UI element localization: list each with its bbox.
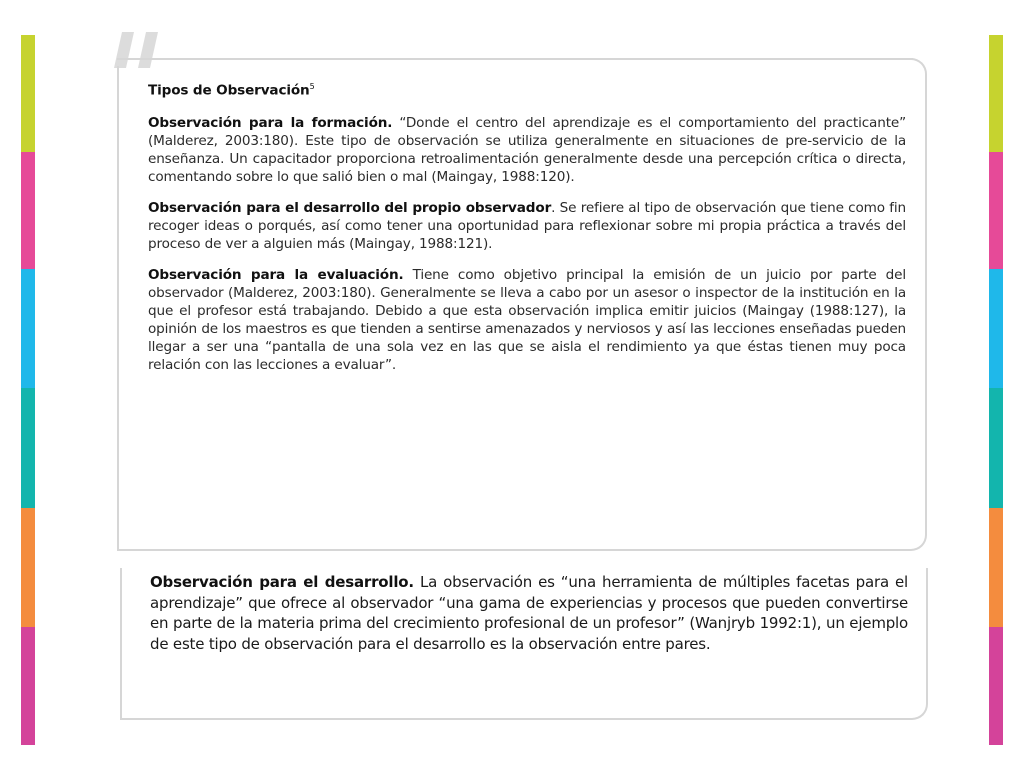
quote-box-content [148,78,906,387]
stripe-blue [21,269,35,388]
stripe-pink [21,152,35,269]
paragraph-title: Observación para la formación. [148,114,393,131]
paragraph-evaluacion [148,266,906,374]
paragraph-title: Observación para el desarrollo del propio observador [148,199,552,216]
paragraph-title: Observación para el desarrollo. [150,573,414,591]
stripe-teal [989,388,1003,508]
paragraph-body: La observación es “una herramienta de múltiples facetas para el aprendizaje” que ofrece al observador “una gama de experiencias y procesos que pueden convertirse en parte de la materia prima del crecimiento profesional de un profesor” (Wanjryb 1992:1), un ejemplo de este tipo de observación para el desarrollo es la observación entre pares. [150,573,909,653]
stripe-magenta [21,627,35,745]
heading-text: Tipos de Observación [148,82,310,99]
paragraph-body: Tiene como objetivo principal la emisión de un juicio por parte del observador (Malderez, 2003:180). Generalmente se lleva a cabo por un asesor o inspector de la institución en la que el profesor está trabajando. Debido a que esta observación implica emitir juicios (Maingay (1988:127), la opinión de los maestros es que tienden a sentirse amenazados y nerviosos y así las lecciones enseñadas pueden llegar a ser una “pantalla de una sola vez en las que se aisla el rendimiento ya que éstas tienen muy poca relación con las lecciones a evaluar”. [148,266,906,373]
paragraph-body: . Se refiere al tipo de observación que tiene como fin recoger ideas o porqués, así como tener una oportunidad para reflexionar sobre mi propia práctica a través del proceso de ver a alguien más (Maingay, 1988:121). [148,199,906,252]
footnote-marker: 5 [309,82,315,91]
paragraph-desarrollo-observador [148,199,906,253]
second-box-left-rule [120,572,122,720]
paragraph-formacion [148,114,906,186]
quote-box-left-rule [117,66,119,551]
second-box-content [150,572,908,654]
stripe-pink [989,152,1003,269]
stripe-teal [21,388,35,508]
paragraph-desarrollo [150,572,908,654]
paragraph-body: “Donde el centro del aprendizaje es el comportamiento del practicante” (Malderez, 2003:180). Este tipo de observación se utiliza generalmente en situaciones de pre-servicio de la enseñanza. Un capacitador proporciona retroalimentación generalmente desde una percepción crítica o directa, comentando sobre lo que salió bien o mal (Maingay, 1988:120). [148,114,906,185]
paragraph-title: Observación para la evaluación. [148,266,404,283]
stripe-lime [989,35,1003,152]
stripe-lime [21,35,35,152]
stripe-orange [21,508,35,627]
quote-box-top-rule [168,58,913,60]
stripe-orange [989,508,1003,627]
stripe-magenta [989,627,1003,745]
quote-box-bottom-rule [117,549,129,551]
section-heading [148,78,906,100]
stripe-blue [989,269,1003,388]
